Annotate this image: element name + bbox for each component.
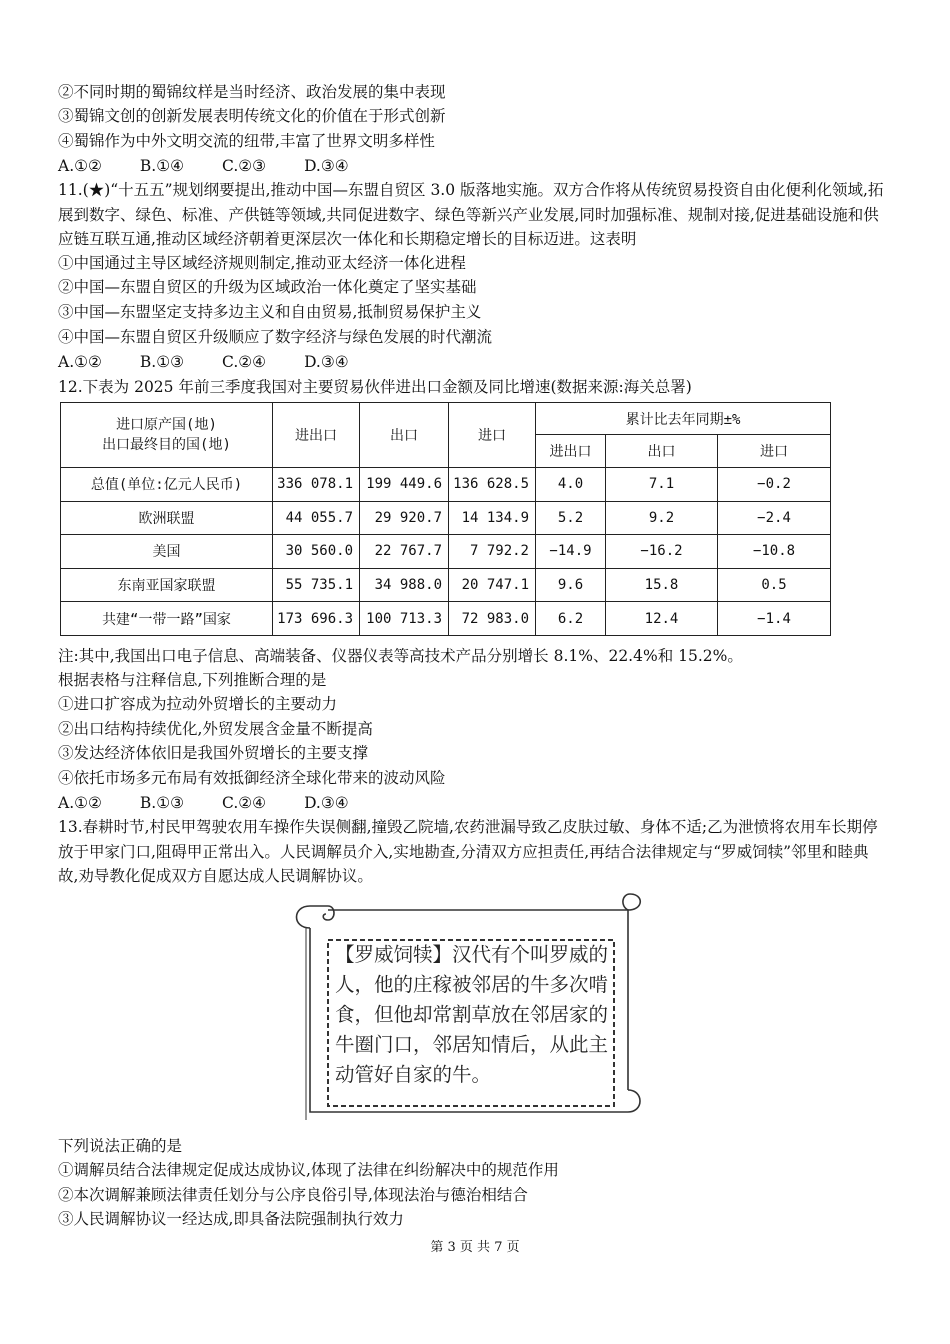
cell-trade: 30 560.0 [273,535,360,569]
row-name: 欧洲联盟 [61,501,273,535]
cell-growth-export: −16.2 [606,535,718,569]
cell-import: 136 628.5 [449,468,536,502]
q12-prompt: 根据表格与注释信息,下列推断合理的是 [58,671,327,689]
row-name: 东南亚国家联盟 [61,568,273,602]
q12-choices [58,793,387,813]
cell-growth-import: −2.4 [718,501,831,535]
col-header-growth-export: 出口 [606,435,718,468]
q11-option-4: ④中国—东盟自贸区升级顺应了数字经济与绿色发展的时代潮流 [58,328,493,346]
cell-growth-trade: 5.2 [536,501,606,535]
cell-import: 14 134.9 [449,501,536,535]
q10-choice-d: D.③④ [304,157,349,175]
q12-option-3: ③发达经济体依旧是我国外贸增长的主要支撑 [58,744,369,762]
cell-growth-trade: 6.2 [536,602,606,636]
q12-option-1: ①进口扩容成为拉动外贸增长的主要动力 [58,695,338,713]
q10-option-3: ③蜀锦文创的创新发展表明传统文化的价值在于形式创新 [58,107,446,125]
cell-import: 20 747.1 [449,568,536,602]
col-header-trade: 进出口 [273,403,360,468]
row-name: 共建“一带一路”国家 [61,602,273,636]
table-row [61,602,831,636]
row-name: 总值(单位:亿元人民币) [61,468,273,502]
table-row [61,568,831,602]
cell-growth-trade: 9.6 [536,568,606,602]
q11-stem: 11.(★)“十五五”规划纲要提出,推动中国—东盟自贸区 3.0 版落地实施。双方合作将从传统贸易投资自由化便利化领域,拓展到数字、绿色、标准、产供链等领域,共同促进数字、绿色等新兴产业发展,同时加强标准、规制对接,促进基础设施和供应链互联互通,推动区域经济朝着更深层次一体化和长期稳定增长的目标迈进。这表明 [58,181,884,248]
q11-choice-b: B.①③ [139,353,185,371]
q13-option-1: ①调解员结合法律规定促成达成协议,体现了法律在纠纷解决中的规范作用 [58,1161,559,1179]
q11-option-2: ②中国—东盟自贸区的升级为区域政治一体化奠定了坚实基础 [58,278,477,296]
cell-export: 100 713.3 [360,602,449,636]
growth-group-header: 累计比去年同期±% [536,403,831,435]
q13-option-3: ③人民调解协议一经达成,即具备法院强制执行效力 [58,1210,404,1228]
cell-export: 22 767.7 [360,535,449,569]
q13-option-2: ②本次调解兼顾法律责任划分与公序良俗引导,体现法治与德治相结合 [58,1186,528,1204]
q12-stem: 12.下表为 2025 年前三季度我国对主要贸易伙伴进出口金额及同比增速(数据来源:海关总署) [58,378,692,396]
cell-trade: 173 696.3 [273,602,360,636]
cell-export: 29 920.7 [360,501,449,535]
q12-choice-b: B.①③ [139,794,185,812]
col-header-growth-trade: 进出口 [536,435,606,468]
cell-export: 34 988.0 [360,568,449,602]
cell-growth-trade: −14.9 [536,535,606,569]
q13-stem: 13.春耕时节,村民甲驾驶农用车操作失误侧翻,撞毁乙院墙,农药泄漏导致乙皮肤过敏、身体不适;乙为泄愤将农用车长期停放于甲家门口,阻碍甲正常出入。人民调解员介入,实地勘查,分清双方应担责任,再结合法律规定与“罗威饲犊”邻里和睦典故,劝导教化促成双方自愿达成人民调解协议。 [58,818,878,885]
q12-option-4: ④依托市场多元布局有效抵御经济全球化带来的波动风险 [58,769,446,787]
cell-trade: 336 078.1 [273,468,360,502]
q10-choice-a: A.①② [58,157,102,175]
q10-choices [58,156,387,176]
cell-growth-import: −10.8 [718,535,831,569]
q10-choice-b: B.①④ [139,157,185,175]
cell-export: 199 449.6 [360,468,449,502]
q10-option-4: ④蜀锦作为中外文明交流的纽带,丰富了世界文明多样性 [58,132,435,150]
q12-note: 注:其中,我国出口电子信息、高端装备、仪器仪表等高技术产品分别增长 8.1%、22.4%和 15.2%。 [58,647,743,665]
trade-table [60,402,831,636]
cell-import: 72 983.0 [449,602,536,636]
q12-choice-a: A.①② [58,794,102,812]
corner-line-2: 出口最终目的国(地) [102,437,231,453]
cell-import: 7 792.2 [449,535,536,569]
table-row [61,468,831,502]
q11-choice-c: C.②④ [222,353,267,371]
table-corner-header [61,403,273,468]
corner-line-1: 进口原产国(地) [116,417,217,433]
scroll-story-text: 【罗威饲犊】汉代有个叫罗威的人，他的庄稼被邻居的牛多次啃食，但他却常割草放在邻居家的牛圈门口，邻居知情后，从此主动管好自家的牛。 [335,943,609,1086]
q11-choice-a: A.①② [58,353,102,371]
page-footer: 第 3 页 共 7 页 [430,1240,520,1255]
col-header-growth-import: 进口 [718,435,831,468]
cell-growth-import: 0.5 [718,568,831,602]
col-header-export: 出口 [360,403,449,468]
cell-growth-export: 12.4 [606,602,718,636]
q11-option-3: ③中国—东盟坚定支持多边主义和自由贸易,抵制贸易保护主义 [58,303,482,321]
q11-choice-d: D.③④ [304,353,349,371]
q13-prompt: 下列说法正确的是 [58,1137,183,1155]
q10-option-2: ②不同时期的蜀锦纹样是当时经济、政治发展的集中表现 [58,83,446,101]
q12-choice-d: D.③④ [304,794,349,812]
cell-growth-export: 7.1 [606,468,718,502]
q10-choice-c: C.②③ [222,157,267,175]
row-name: 美国 [61,535,273,569]
table-row [61,501,831,535]
col-header-import: 进口 [449,403,536,468]
cell-trade: 55 735.1 [273,568,360,602]
cell-growth-trade: 4.0 [536,468,606,502]
q12-choice-c: C.②④ [222,794,267,812]
cell-growth-export: 15.8 [606,568,718,602]
q11-choices [58,352,387,372]
cell-trade: 44 055.7 [273,501,360,535]
q11-option-1: ①中国通过主导区域经济规则制定,推动亚太经济一体化进程 [58,254,466,272]
cell-growth-import: −0.2 [718,468,831,502]
cell-growth-import: −1.4 [718,602,831,636]
q12-option-2: ②出口结构持续优化,外贸发展含金量不断提高 [58,720,373,738]
table-row [61,535,831,569]
cell-growth-export: 9.2 [606,501,718,535]
